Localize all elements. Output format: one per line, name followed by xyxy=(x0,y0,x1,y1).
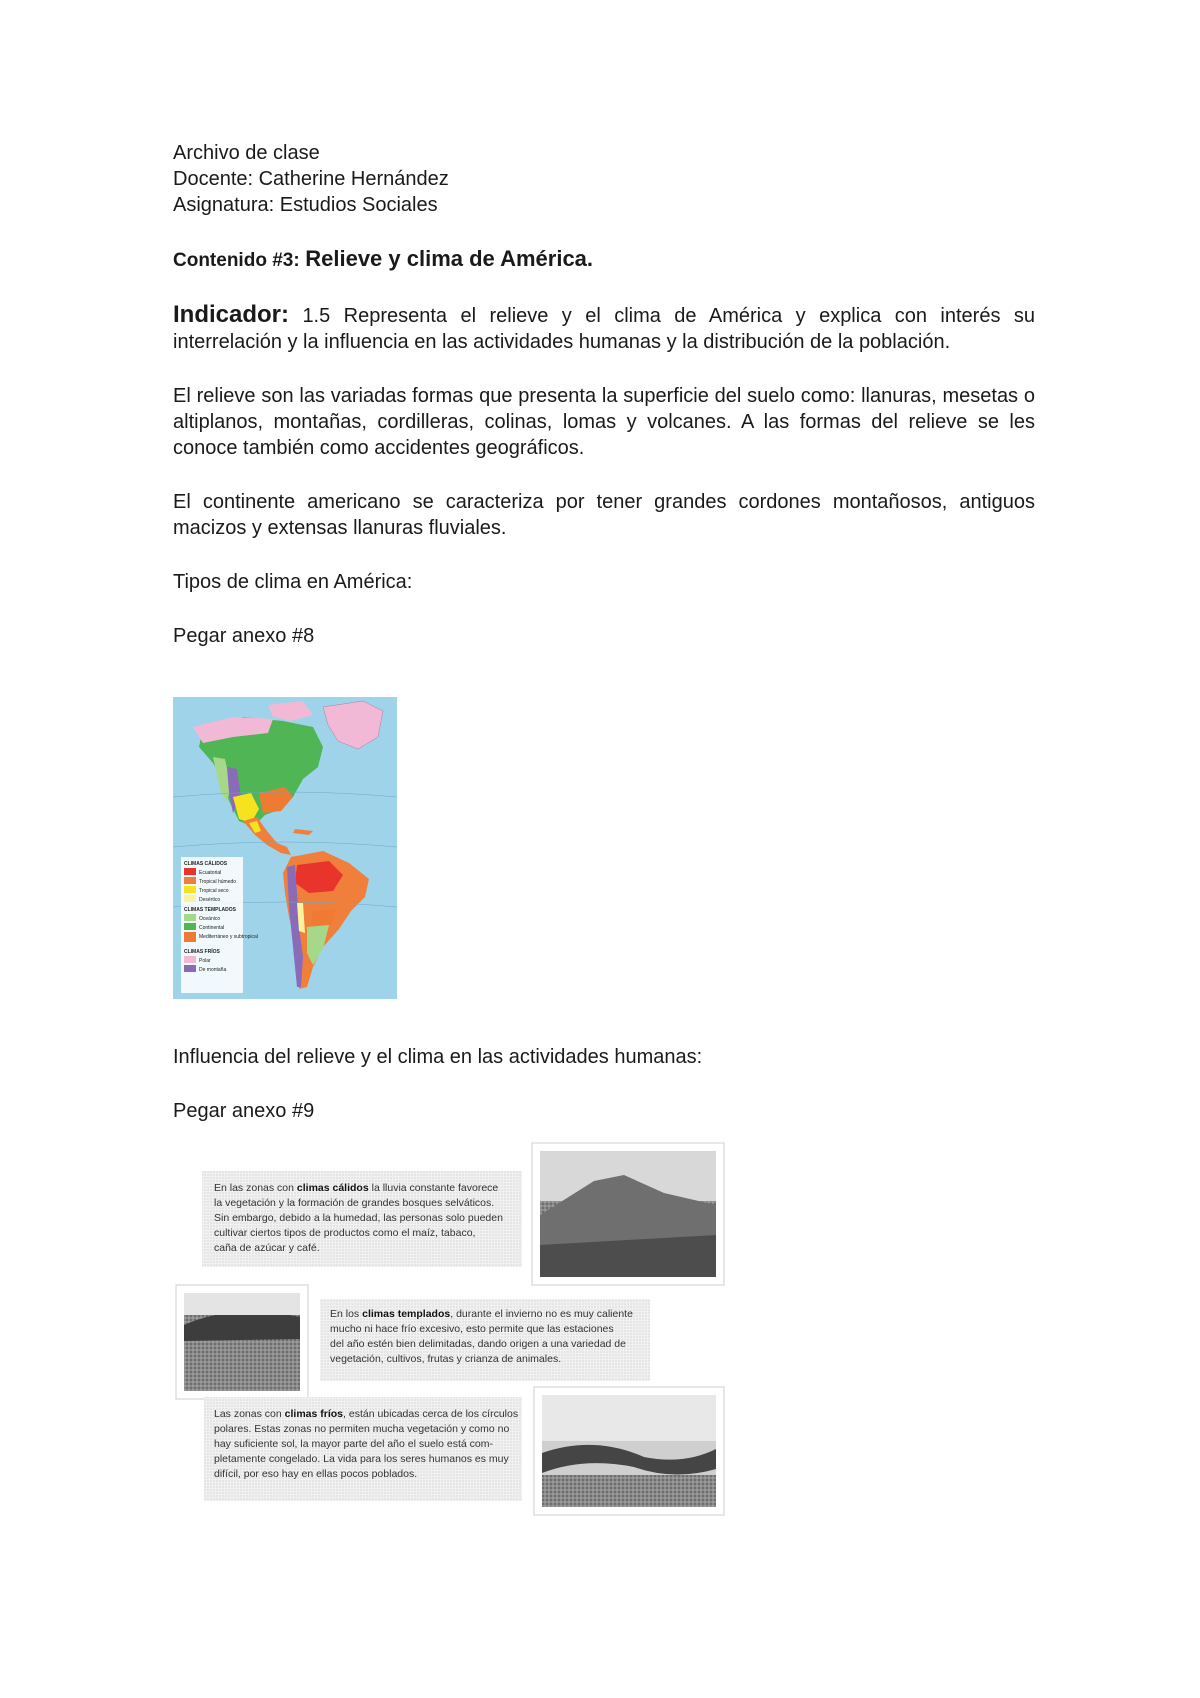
spacer xyxy=(173,1070,1035,1098)
header-line-3: Asignatura: Estudios Sociales xyxy=(173,194,438,216)
annex-block-2-line: En los climas templados, durante el invierno no es muy caliente xyxy=(330,1308,633,1320)
legend-group-1: CLIMAS CÁLIDOS xyxy=(184,861,228,867)
relieve-paragraph: El relieve son las variadas formas que presenta la superficie del suelo como: llanuras, mesetas o altiplanos, montañas, cordilleras, colinas, lomas y volcanes. A las formas del relieve se les conoce también como accidentes geográficos. xyxy=(173,385,1035,459)
header-line-1: Archivo de clase xyxy=(173,142,320,164)
photo-water xyxy=(542,1475,716,1507)
content-title xyxy=(173,246,1035,274)
legend-item: Continental xyxy=(199,925,225,931)
legend-swatch-montana xyxy=(184,965,196,972)
annex-block-2-line: vegetación, cultivos, frutas y crianza de animales. xyxy=(330,1353,562,1365)
annex-block-1-line: la vegetación y la formación de grandes bosques selváticos. xyxy=(214,1197,495,1209)
photo-sky xyxy=(542,1395,716,1441)
indicator-paragraph xyxy=(173,302,1035,355)
legend-group-2: CLIMAS TEMPLADOS xyxy=(184,907,236,913)
legend-swatch-continental xyxy=(184,923,196,930)
legend-item: Tropical seco xyxy=(199,888,229,894)
anexo-8-label: Pegar anexo #8 xyxy=(173,625,315,647)
legend-item: Oceánico xyxy=(199,916,221,922)
annex-block-3-line: pletamente congelado. La vida para los seres humanos es muy xyxy=(214,1453,509,1465)
climate-map-svg xyxy=(173,697,397,999)
annex-9-svg xyxy=(174,1135,730,1520)
annex-photo-forest xyxy=(176,1285,308,1399)
annex-block-3-line: Las zonas con climas fríos, están ubicadas cerca de los círculos xyxy=(214,1408,519,1420)
annex-photo-snow xyxy=(534,1387,724,1515)
annex-block-1-line: caña de azúcar y café. xyxy=(214,1242,320,1254)
legend-item: Ecuatorial xyxy=(199,870,222,876)
document-body-lower xyxy=(173,1044,1035,1124)
indicator-text: 1.5 Representa el relieve y el clima de América y explica con interés su interrelación y la influencia en las actividades humanas y la distribución de la población. xyxy=(173,305,1035,353)
annex-block-3-line: difícil, por eso hay en ellas pocos poblados. xyxy=(214,1468,418,1480)
influencia-label: Influencia del relieve y el clima en las actividades humanas: xyxy=(173,1046,703,1068)
content-label: Contenido #3: xyxy=(173,250,300,271)
legend-item: Polar xyxy=(199,958,211,964)
legend-swatch-oceanico xyxy=(184,914,196,921)
annex-9-image xyxy=(174,1135,730,1520)
spacer xyxy=(173,541,1035,569)
legend-swatch-desertico xyxy=(184,895,196,902)
annex-block-1-line: cultivar ciertos tipos de productos como el maíz, tabaco, xyxy=(214,1227,476,1239)
spacer xyxy=(173,461,1035,489)
legend-swatch-ecuatorial xyxy=(184,868,196,875)
annex-block-1-line: En las zonas con climas cálidos la lluvia constante favorece xyxy=(214,1182,499,1194)
legend-group-3: CLIMAS FRÍOS xyxy=(184,949,220,955)
annex-photo-volcano xyxy=(532,1143,724,1285)
legend-item: Desértico xyxy=(199,897,221,903)
spacer xyxy=(173,595,1035,623)
header-line-2: Docente: Catherine Hernández xyxy=(173,168,449,190)
pampa-subtropical xyxy=(311,909,335,925)
tipos-clima-label: Tipos de clima en América: xyxy=(173,571,413,593)
spacer xyxy=(173,274,1035,302)
legend-swatch-tropical-humedo xyxy=(184,877,196,884)
annex-block-2-line: mucho ni hace frío excesivo, esto permite que las estaciones xyxy=(330,1323,614,1335)
document-body xyxy=(173,140,1035,649)
spacer xyxy=(173,218,1035,246)
anexo-9-label: Pegar anexo #9 xyxy=(173,1100,315,1122)
photo-sky xyxy=(184,1293,300,1315)
legend-item: Mediterráneo y subtropical xyxy=(199,934,258,940)
legend-swatch-polar xyxy=(184,956,196,963)
legend-swatch-tropical-seco xyxy=(184,886,196,893)
annex-block-3-line: polares. Estas zonas no permiten mucha vegetación y como no xyxy=(214,1423,510,1435)
annex-block-2-line: del año estén bien delimitadas, dando origen a una variedad de xyxy=(330,1338,626,1350)
annex-block-1-line: Sin embargo, debido a la humedad, las personas solo pueden xyxy=(214,1212,503,1224)
annex-block-3-line: hay suficiente sol, la mayor parte del año el suelo está com- xyxy=(214,1438,493,1450)
spacer xyxy=(173,355,1035,383)
continente-paragraph: El continente americano se caracteriza por tener grandes cordones montañosos, antiguos macizos y extensas llanuras fluviales. xyxy=(173,491,1035,539)
legend-item: Tropical húmedo xyxy=(199,879,237,885)
content-title-text: Relieve y clima de América. xyxy=(305,246,594,271)
legend-item: De montaña xyxy=(199,967,227,973)
indicator-label: Indicador: xyxy=(173,301,290,328)
climate-map-image xyxy=(173,697,397,999)
legend-swatch-mediterraneo xyxy=(184,932,196,942)
